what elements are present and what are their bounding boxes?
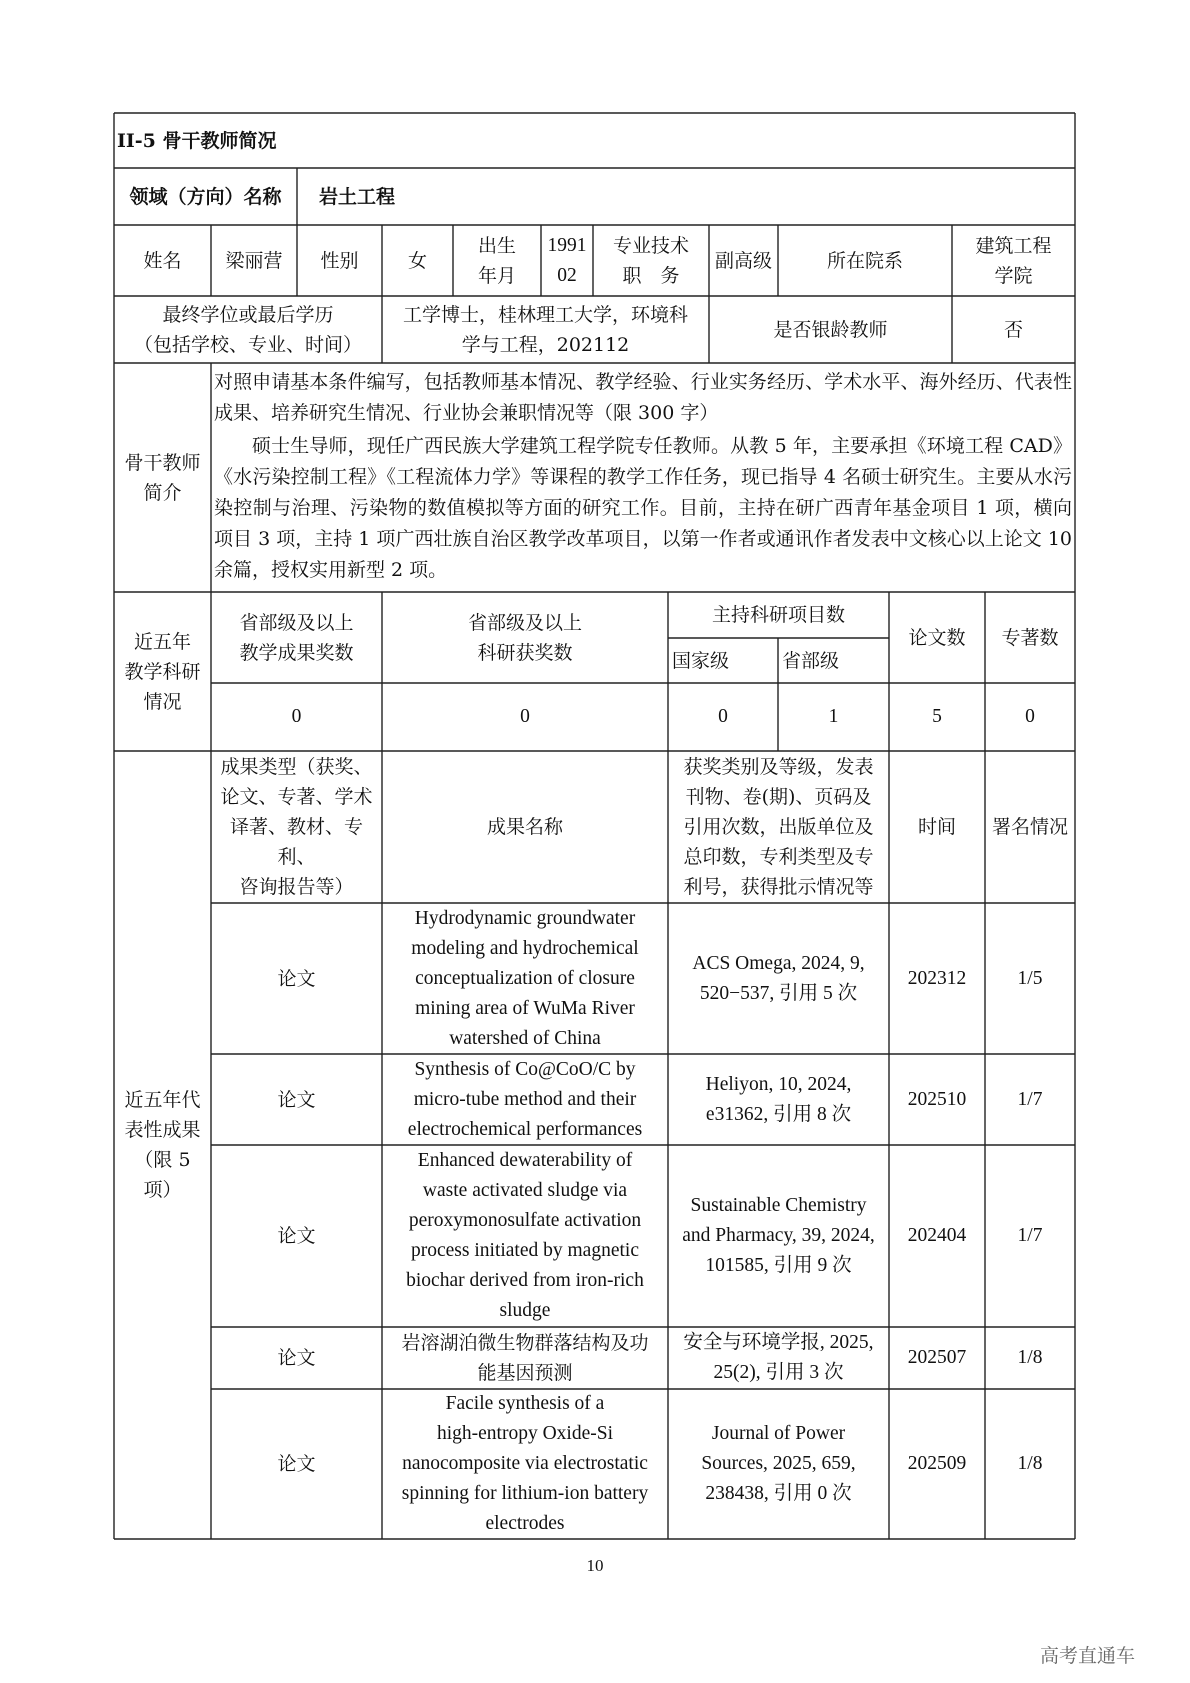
name-value (211, 225, 297, 296)
achievement-time (889, 1327, 985, 1389)
achievements-label-line: 近五年代 (124, 1089, 201, 1111)
projects-header (668, 592, 889, 638)
intro-text: 硕士生导师，现任广西民族大学建筑工程学院专任教师。从教 5 年，主要承担《环境工程 CAD》《水污染控制工程》《工程流体力学》等课程的教学工作任务，现已指导 4 名硕士研究生。主要从水污染控制与治理、污染物的数值模拟等方面的研究工作。目前，主持在研广西青年基金项目 1 项，横向项目 3 项，主持 1 项广西壮族自治区教学改革项目，以第一作者或通讯作者发表中文核心以上论文 10 余篇，授权实用新型 2 项。 (214, 435, 1072, 581)
national-value (668, 683, 778, 751)
detail-line: Sources, 2025, 659, (701, 1453, 856, 1474)
title-line: Synthesis of Co@CoO/C by (414, 1058, 636, 1080)
title-line: micro-tube method and their (413, 1088, 637, 1110)
title-line: Enhanced dewaterability of (417, 1150, 633, 1171)
detail-header-line: 总印数，专利类型及专 (683, 846, 874, 868)
detail-line: 101585, 引用 9 次 (705, 1255, 852, 1276)
achievement-type (211, 903, 382, 1054)
national-value-text: 0 (718, 706, 728, 727)
detail-line: 安全与环境学报, 2025, (683, 1332, 874, 1353)
achievement-time-text: 202507 (907, 1347, 967, 1368)
papers-label (889, 592, 985, 683)
achievement-type-text: 论文 (277, 1225, 316, 1247)
detail-header-line: 引用次数，出版单位及 (683, 816, 874, 838)
achievement-time (889, 1054, 985, 1145)
research-award-header-line: 省部级及以上 (467, 611, 582, 634)
achievement-time-text: 202510 (907, 1088, 967, 1110)
intro-label (114, 363, 211, 592)
achievement-title (382, 1327, 668, 1389)
achievement-time (889, 1389, 985, 1539)
achievement-type (211, 1327, 382, 1389)
title-line: watershed of China (449, 1027, 601, 1049)
achievement-detail (668, 1327, 889, 1389)
achievement-sign (985, 1327, 1075, 1389)
intro-instruction: 对照申请基本条件编写，包括教师基本情况、教学经验、行业实务经历、学术水平、海外经历、代表性成果、培养研究生情况、行业协会兼职情况等（限 300 字） (214, 371, 1072, 424)
achievement-detail (668, 903, 889, 1054)
achievement-sign (985, 903, 1075, 1054)
dept-value (952, 225, 1075, 296)
page-number: 10 (586, 1556, 604, 1575)
silver-value-text: 否 (1003, 318, 1023, 341)
detail-header (668, 751, 889, 903)
name-header-text: 成果名称 (486, 816, 563, 838)
achievement-title (382, 1054, 668, 1145)
research-award-header-line: 科研获奖数 (477, 641, 573, 664)
field-label-text: 领域（方向）名称 (129, 185, 282, 208)
achievement-sign-text: 1/7 (1017, 1225, 1043, 1246)
dept-label-text: 所在院系 (826, 249, 903, 272)
national-label-text: 国家级 (672, 649, 730, 672)
achievement-sign-text: 1/7 (1017, 1088, 1043, 1110)
papers-value-text: 5 (932, 706, 942, 727)
achievement-sign-text: 1/5 (1017, 967, 1043, 989)
research-award-header (382, 592, 668, 683)
degree-value-line: 学与工程，202112 (461, 333, 630, 356)
title-line: Facile synthesis of a (445, 1393, 605, 1414)
sign-header-text: 署名情况 (991, 816, 1068, 838)
intro-label-line: 简介 (143, 481, 182, 504)
gender-label-text: 性别 (320, 249, 359, 272)
achievement-time-text: 202312 (907, 967, 967, 989)
field-label (114, 168, 297, 225)
achievement-title (382, 1145, 668, 1327)
achievement-title (382, 1389, 668, 1539)
section-title-text: II-5 骨干教师简况 (117, 129, 277, 152)
birth-label (453, 225, 541, 296)
gender-value-text: 女 (407, 249, 427, 272)
title-line: peroxymonosulfate activation (408, 1210, 642, 1231)
title-label (593, 225, 709, 296)
achievement-type (211, 1145, 382, 1327)
achievement-time-text: 202509 (907, 1453, 967, 1474)
achievement-sign (985, 1145, 1075, 1327)
achievement-detail (668, 1389, 889, 1539)
name-label-text: 姓名 (143, 249, 182, 272)
achievements-label (114, 751, 211, 1539)
achievement-time (889, 1145, 985, 1327)
detail-line: ACS Omega, 2024, 9, (692, 952, 865, 974)
achievement-detail (668, 1145, 889, 1327)
teach-award-value-text: 0 (291, 706, 302, 727)
name-value-text: 梁丽营 (225, 249, 283, 272)
section-title (114, 113, 1075, 168)
achievement-sign-text: 1/8 (1017, 1453, 1043, 1474)
degree-label (114, 296, 382, 363)
birth-label-line: 出生 (477, 234, 516, 257)
detail-line: and Pharmacy, 39, 2024, (682, 1225, 875, 1246)
achievement-type-text: 论文 (277, 967, 316, 990)
type-header-line: 成果类型（获奖、 (220, 756, 373, 778)
achievement-type-text: 论文 (277, 1347, 316, 1369)
books-value-text: 0 (1025, 706, 1035, 727)
silver-value (952, 296, 1075, 363)
title-value-text: 副高级 (714, 249, 772, 272)
achievement-sign-text: 1/8 (1017, 1347, 1043, 1368)
title-line: spinning for lithium-ion battery (401, 1483, 649, 1504)
stats-label-line: 情况 (143, 690, 182, 713)
achievement-detail (668, 1054, 889, 1145)
type-header (211, 751, 382, 903)
detail-line: 25(2), 引用 3 次 (713, 1362, 844, 1383)
title-line: biochar derived from iron-rich (406, 1270, 644, 1291)
achievement-type-text: 论文 (277, 1088, 316, 1111)
sign-header (985, 751, 1075, 903)
national-label (668, 638, 778, 683)
degree-label-line: 最终学位或最后学历 (162, 303, 334, 326)
stats-label (114, 592, 211, 751)
teach-award-header-line: 教学成果奖数 (239, 641, 354, 664)
field-value-text: 岩土工程 (319, 185, 396, 208)
birth-value-line: 02 (557, 264, 577, 286)
time-header (889, 751, 985, 903)
teach-award-header-line: 省部级及以上 (239, 611, 354, 634)
intro-content (211, 363, 1075, 592)
projects-header-text: 主持科研项目数 (711, 604, 845, 626)
dept-label (778, 225, 952, 296)
provincial-value-text: 1 (828, 706, 839, 727)
achievement-type-text: 论文 (277, 1453, 316, 1475)
title-line: 岩溶湖泊微生物群落结构及功 (401, 1332, 649, 1354)
papers-value (889, 683, 985, 751)
achievement-time (889, 903, 985, 1054)
gender-label (297, 225, 382, 296)
gender-value (382, 225, 453, 296)
provincial-label-text: 省部级 (782, 649, 840, 672)
books-value (985, 683, 1075, 751)
achievement-sign (985, 1389, 1075, 1539)
research-award-value-text: 0 (520, 706, 530, 727)
achievements-label-line: 表性成果 (124, 1119, 201, 1141)
detail-header-line: 利号，获得批示情况等 (683, 876, 874, 898)
title-line: electrodes (485, 1513, 565, 1534)
achievement-title (382, 903, 668, 1054)
birth-label-line: 年月 (477, 264, 516, 287)
provincial-label (778, 638, 889, 683)
degree-value-line: 工学博士，桂林理工大学，环境科 (402, 303, 688, 326)
detail-line: Sustainable Chemistry (690, 1195, 867, 1216)
title-line: nanocomposite via electrostatic (402, 1453, 648, 1474)
type-header-line: 译著、教材、专利、 (229, 816, 363, 868)
detail-line: 238438, 引用 0 次 (705, 1483, 852, 1504)
birth-value (541, 225, 593, 296)
papers-label-text: 论文数 (908, 626, 966, 649)
stats-label-line: 近五年 (133, 630, 191, 653)
name-header (382, 751, 668, 903)
achievement-type (211, 1389, 382, 1539)
detail-header-line: 获奖类别及等级，发表 (683, 756, 874, 778)
title-line: high-entropy Oxide-Si (436, 1423, 613, 1444)
degree-label-line: （包括学校、专业、时间） (133, 333, 362, 356)
detail-header-line: 刊物、卷(期)、页码及 (685, 786, 872, 808)
title-line: waste activated sludge via (422, 1180, 628, 1201)
detail-line: e31362, 引用 8 次 (705, 1103, 852, 1125)
watermark: 高考直通车 (1040, 1645, 1136, 1667)
title-line: conceptualization of closure (415, 967, 635, 989)
title-label-line: 职 务 (622, 264, 680, 287)
achievement-sign (985, 1054, 1075, 1145)
title-line: sludge (499, 1300, 551, 1321)
dept-value-line: 建筑工程 (975, 234, 1052, 257)
teach-award-header (211, 592, 382, 683)
stats-label-line: 教学科研 (124, 660, 201, 683)
achievement-type (211, 1054, 382, 1145)
detail-line: 520−537, 引用 5 次 (699, 982, 858, 1004)
degree-value (382, 296, 709, 363)
time-header-text: 时间 (917, 816, 956, 838)
detail-line: Journal of Power (711, 1423, 846, 1444)
dept-value-line: 学院 (994, 264, 1033, 287)
title-line: 能基因预测 (477, 1362, 573, 1384)
title-line: mining area of WuMa River (415, 997, 635, 1019)
silver-label-text: 是否银龄教师 (773, 318, 888, 341)
silver-label (709, 296, 952, 363)
books-label-text: 专著数 (1001, 626, 1059, 649)
title-line: electrochemical performances (407, 1118, 643, 1140)
provincial-value (778, 683, 889, 751)
title-line: Hydrodynamic groundwater (414, 907, 636, 929)
detail-line: Heliyon, 10, 2024, (705, 1073, 852, 1095)
title-value (709, 225, 778, 296)
title-line: modeling and hydrochemical (411, 937, 639, 959)
research-award-value (382, 683, 668, 751)
field-value (297, 168, 1075, 225)
achievements-label-line: （限 5 项） (134, 1149, 191, 1201)
books-label (985, 592, 1075, 683)
intro-label-line: 骨干教师 (124, 451, 201, 474)
title-line: process initiated by magnetic (411, 1240, 639, 1261)
teach-award-value (211, 683, 382, 751)
name-label (114, 225, 211, 296)
birth-value-line: 1991 (547, 234, 587, 256)
type-header-line: 论文、专著、学术 (220, 786, 373, 808)
type-header-line: 咨询报告等） (239, 876, 354, 898)
title-label-line: 专业技术 (612, 234, 689, 257)
achievement-time-text: 202404 (907, 1225, 967, 1246)
